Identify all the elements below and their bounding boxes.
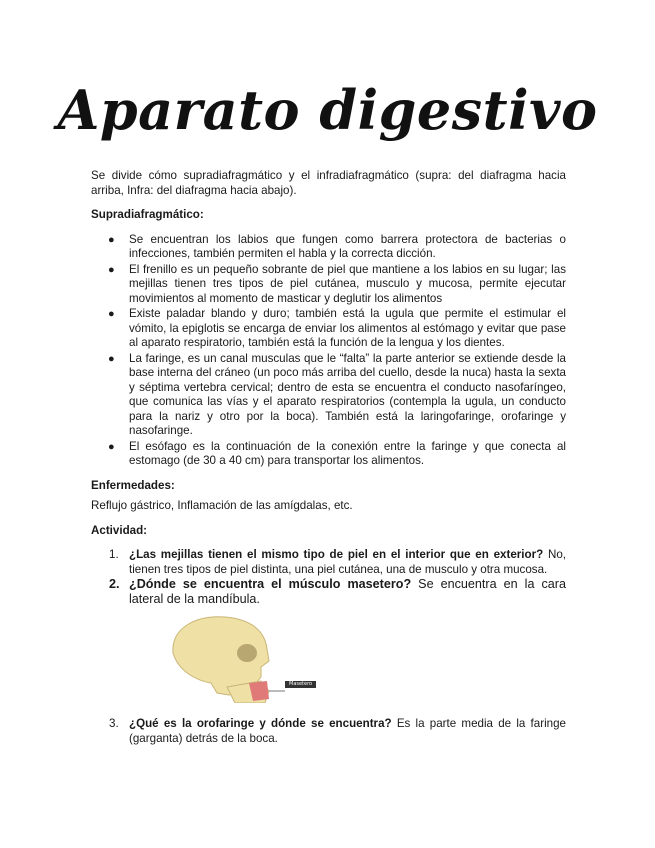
list-item: ● Se encuentran los labios que fungen como barrera protectora de bacterias o infecciones, también permiten el habla y la correcta dicción.: [108, 232, 566, 260]
section-heading-supradiafragmatico: Supradiafragmático:: [91, 208, 204, 221]
question-text: ¿Qué es la orofaringe y dónde se encuentra?: [129, 717, 392, 730]
answer-text: No, tienen tres tipos de piel distinta, una piel cutánea, una de musculo y otra mucosa.: [129, 548, 566, 576]
skull-masseter-illustration: [169, 613, 319, 703]
activity-list: [91, 548, 566, 746]
bullet-icon: ●: [108, 308, 115, 320]
bullet-icon: ●: [108, 352, 115, 365]
enfermedades-text: Reflujo gástrico, Inflamación de las amígdalas, etc.: [91, 499, 353, 512]
answer-text: Se encuentra en la cara lateral de la mandíbula.: [129, 577, 566, 606]
activity-item-3: [91, 717, 566, 746]
bullet-icon: ●: [108, 263, 115, 276]
question-text: ¿Dónde se encuentra el músculo masetero?: [129, 577, 412, 591]
supra-bullet-list: [91, 233, 566, 469]
list-item: ● El esófago es la continuación de la conexión entre la faringe y que conecta al estomago (de 30 a 40 cm) para transportar los alimentos.: [108, 439, 566, 467]
item-number: 2.: [109, 577, 120, 591]
bullet-icon: ●: [108, 233, 115, 246]
activity-item-1: [91, 548, 566, 577]
figure-label: Masetero: [285, 681, 316, 688]
list-spacer: [91, 703, 566, 717]
section-heading-enfermedades: Enfermedades:: [91, 478, 175, 492]
activity-item-2: [91, 577, 566, 703]
skull-icon: [169, 613, 319, 703]
list-item: ● Existe paladar blando y duro; también está la ugula que permite el estimular el vómito, la epiglotis se encarga de enviar los alimentos al estómago y evitar que pase al aparato respiratorio, también está la función de la lengua y los dientes.: [108, 307, 566, 349]
list-item: ● El frenillo es un pequeño sobrante de piel que mantiene a los labios en su lugar; las mejillas tienen tres tipos de piel cutánea, musculo y mucosa, permite ejecutar movimientos al momento de masticar y deglutir los alimentos: [108, 262, 566, 305]
item-number: 1.: [109, 548, 119, 561]
list-item: ● La faringe, es un canal musculas que le “falta” la parte anterior se extiende desde la base interna del cráneo (un poco más arriba del cuello, desde la nuca) hasta la sexta y séptima vertebra cervical; dentro de esta se encuentra el conducto nasofaríngeo, que comunica las vías y el aparato respiratorios (contempla la ugula, un conducto para la nariz y otro por la boca). También está la laringofaringe, orofaringe y nasofaringe.: [108, 351, 566, 437]
item-number: 3.: [109, 717, 119, 730]
question-text: ¿Las mejillas tienen el mismo tipo de piel en el interior que en exterior?: [129, 548, 544, 561]
page-title: Aparato digestivo: [57, 78, 598, 142]
intro-paragraph: Se divide cómo supradiafragmático y el infradiafragmático (supra: del diafragma hacia arriba, Infra: del diafragma hacia abajo).: [91, 169, 566, 197]
bullet-icon: ●: [108, 440, 115, 453]
section-heading-actividad: Actividad:: [91, 523, 148, 537]
answer-text: Es la parte media de la faringe (garganta) detrás de la boca.: [129, 717, 566, 745]
document-body: [91, 169, 566, 746]
